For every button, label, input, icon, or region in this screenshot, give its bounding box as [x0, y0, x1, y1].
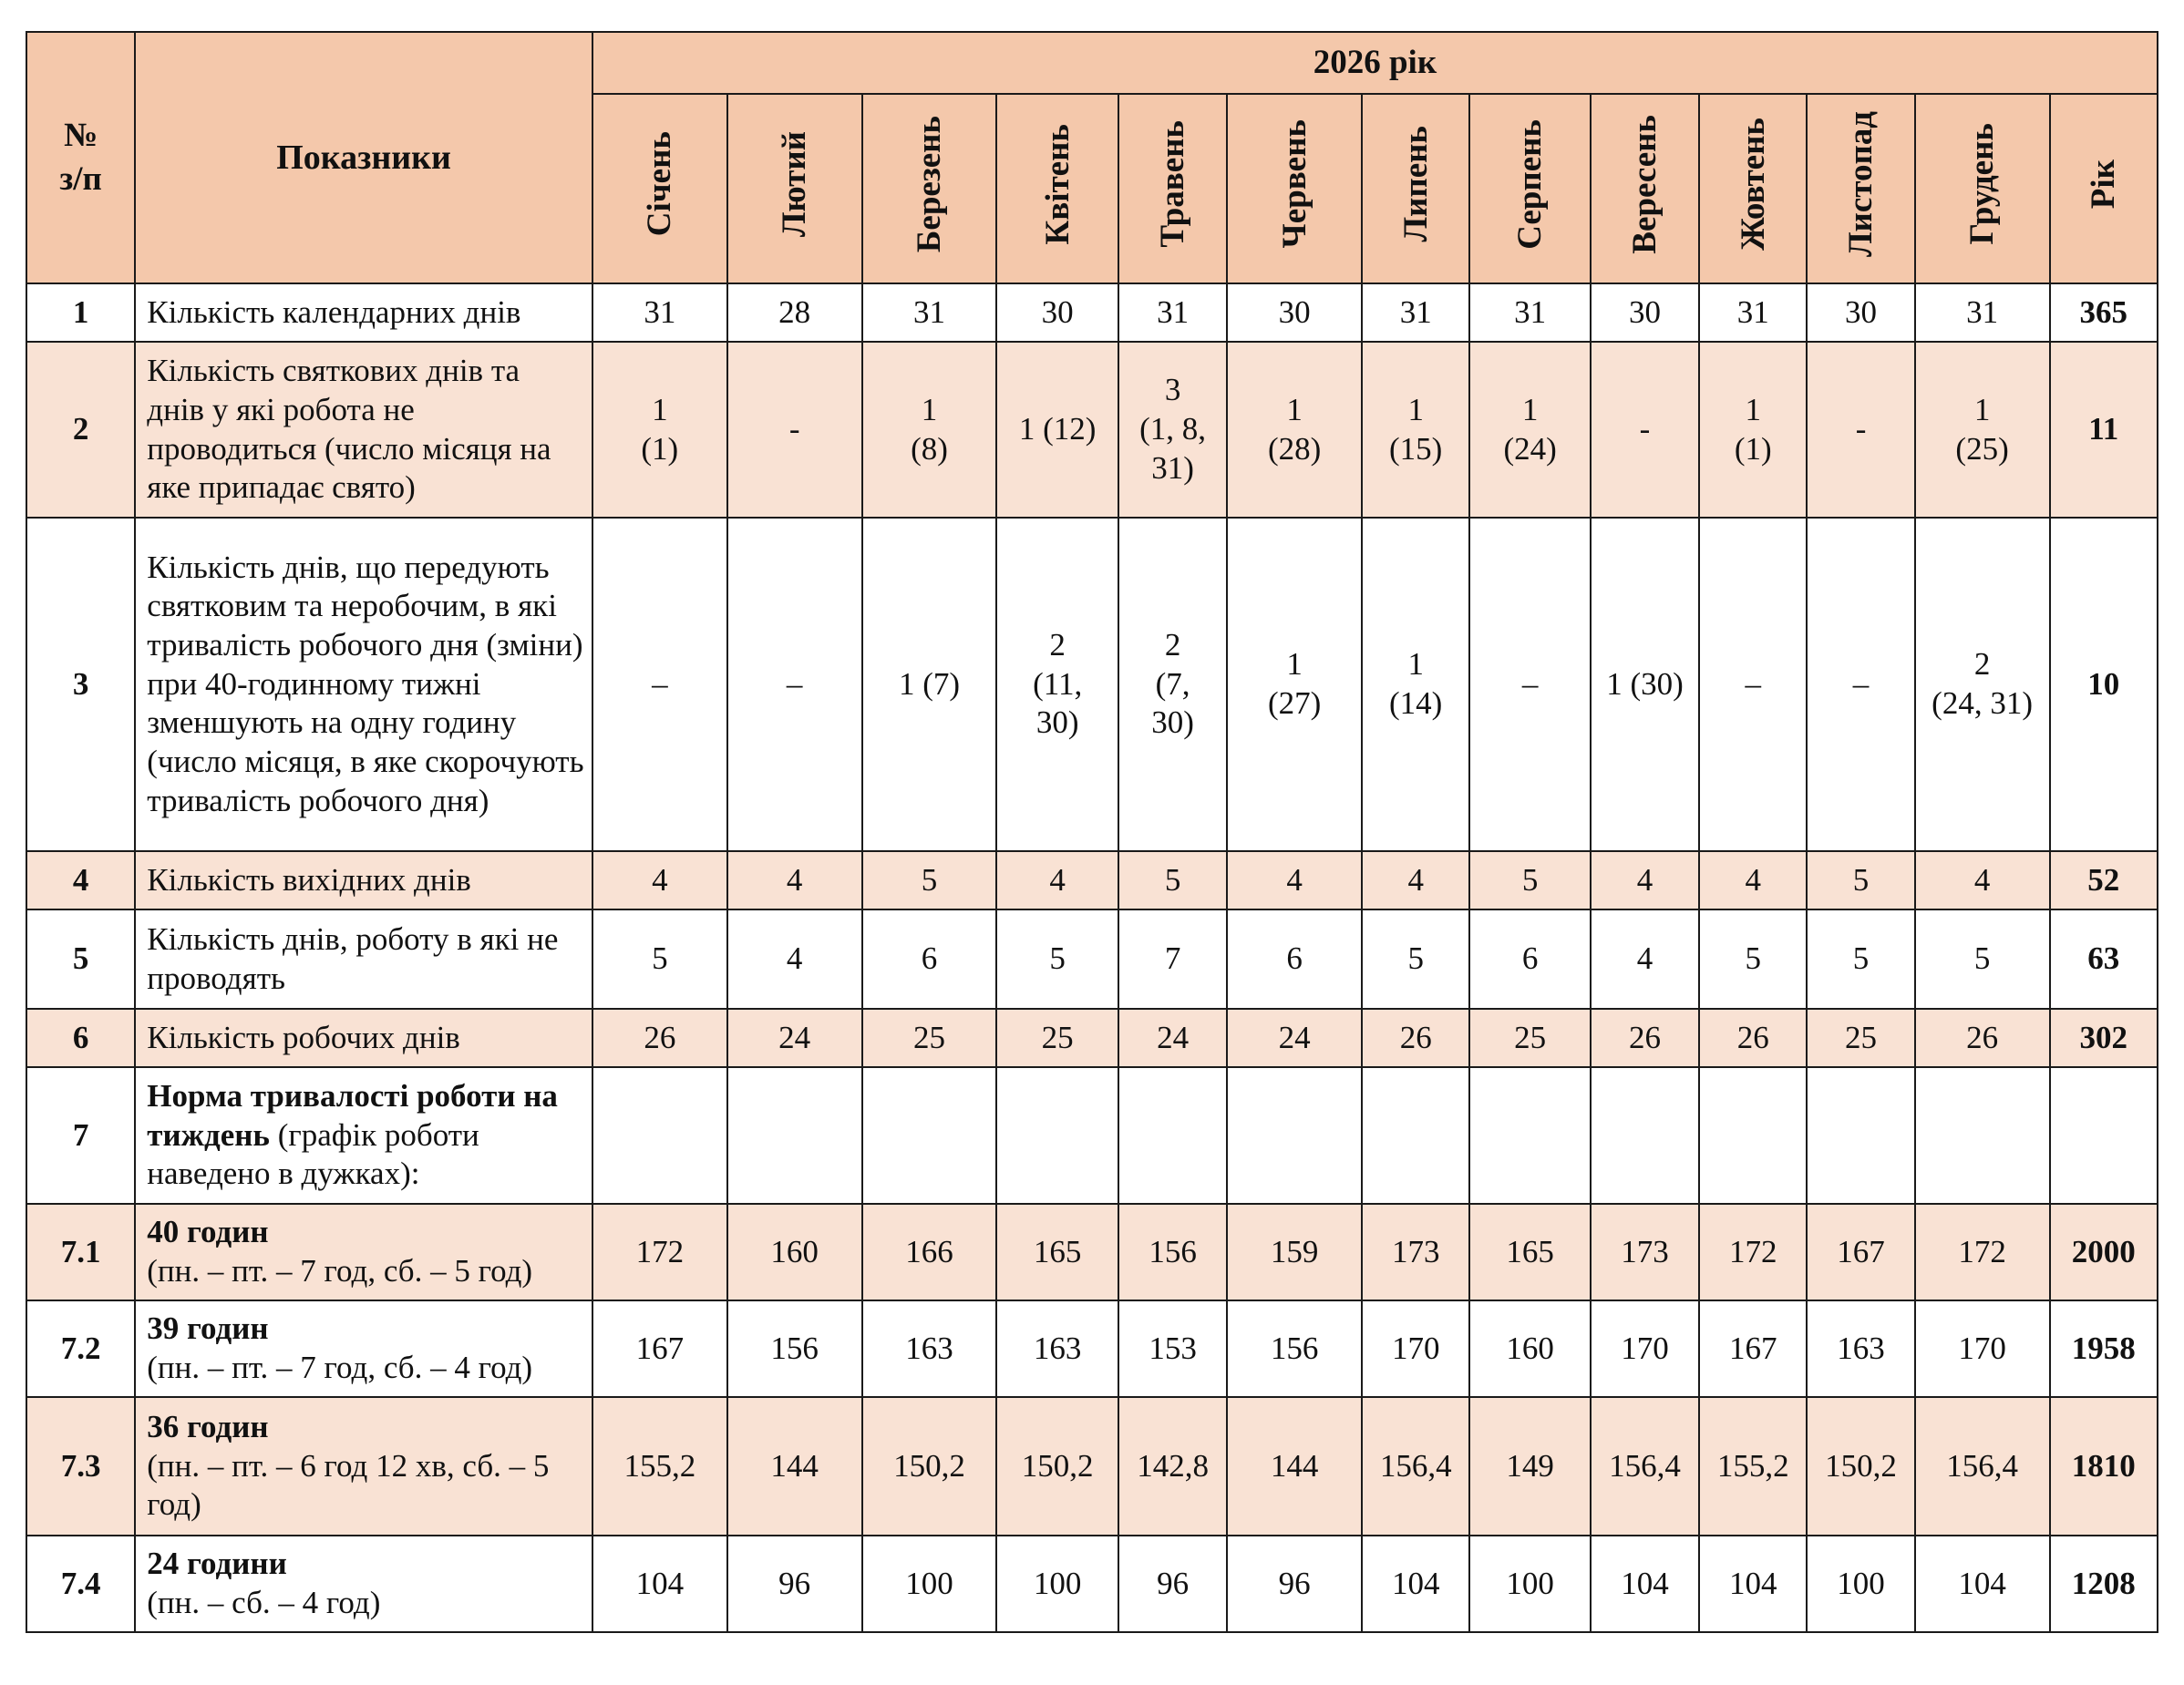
table-cell: 166 [862, 1204, 997, 1300]
table-cell: 156,4 [1915, 1397, 2050, 1536]
table-cell: 28 [727, 283, 862, 342]
table-cell: 31 [1699, 283, 1807, 342]
table-cell: 4 [1591, 909, 1699, 1009]
table-cell: 167 [592, 1300, 727, 1397]
table-cell: 5 [592, 909, 727, 1009]
table-cell [1807, 1067, 1914, 1204]
table-cell: 25 [1807, 1009, 1914, 1067]
table-cell: 163 [996, 1300, 1118, 1397]
row-number: 7.2 [26, 1300, 135, 1397]
row-label-detail: (пн. – пт. – 7 год, сб. – 4 год) [147, 1350, 533, 1385]
table-cell: – [1699, 518, 1807, 851]
column-header-month [1591, 94, 1699, 283]
column-header-number: № з/п [26, 32, 135, 283]
row-number: 3 [26, 518, 135, 851]
table-cell: 4 [996, 851, 1118, 909]
row-label [135, 1397, 592, 1536]
row-label-bold: 24 години [147, 1546, 287, 1582]
table-cell: 1 (28) [1227, 342, 1362, 518]
table-cell [592, 1067, 727, 1204]
month-label: Листопад [1841, 110, 1880, 258]
table-cell: 150,2 [862, 1397, 997, 1536]
table-cell: 5 [1807, 851, 1914, 909]
column-header-year [2050, 94, 2158, 283]
year-total-cell: 302 [2050, 1009, 2158, 1067]
table-row [26, 342, 2158, 518]
month-label: Грудень [1963, 123, 2002, 245]
table-cell: 1 (1) [592, 342, 727, 518]
table-cell [1469, 1067, 1591, 1204]
table-cell: 24 [1118, 1009, 1227, 1067]
table-cell [1362, 1067, 1469, 1204]
table-cell: 24 [1227, 1009, 1362, 1067]
month-label: Лютий [776, 130, 814, 238]
table-cell: 3 (1, 8, 31) [1118, 342, 1227, 518]
month-label: Вересень [1625, 114, 1664, 254]
table-cell: 144 [1227, 1397, 1362, 1536]
year-total-cell: 2000 [2050, 1204, 2158, 1300]
table-cell [1118, 1067, 1227, 1204]
header-row-year [26, 32, 2158, 94]
row-label-text: Кількість днів, роботу в які не проводять [147, 920, 559, 996]
row-number: 4 [26, 851, 135, 909]
row-label-text: Кількість робочих днів [147, 1019, 460, 1055]
table-cell: – [1807, 518, 1914, 851]
table-cell: – [1469, 518, 1591, 851]
table-cell: 5 [1699, 909, 1807, 1009]
column-header-month [592, 94, 727, 283]
column-header-month [996, 94, 1118, 283]
column-header-month [727, 94, 862, 283]
table-cell: 1 (25) [1915, 342, 2050, 518]
table-cell: 1 (1) [1699, 342, 1807, 518]
table-cell: 4 [1699, 851, 1807, 909]
table-cell: 31 [862, 283, 997, 342]
table-row [26, 1397, 2158, 1536]
row-number: 7 [26, 1067, 135, 1204]
column-header-month [1915, 94, 2050, 283]
row-label [135, 518, 592, 851]
table-cell: 26 [1362, 1009, 1469, 1067]
table-cell [996, 1067, 1118, 1204]
table-cell: 159 [1227, 1204, 1362, 1300]
table-row [26, 1009, 2158, 1067]
row-label [135, 909, 592, 1009]
table-cell: - [1807, 342, 1914, 518]
table-cell: 4 [592, 851, 727, 909]
table-cell: 96 [1118, 1536, 1227, 1632]
table-cell: 5 [996, 909, 1118, 1009]
table-cell: 25 [862, 1009, 997, 1067]
year-total-cell: 1810 [2050, 1397, 2158, 1536]
table-cell: 30 [996, 283, 1118, 342]
table-cell: 156 [727, 1300, 862, 1397]
table-cell: 155,2 [592, 1397, 727, 1536]
table-cell [1227, 1067, 1362, 1204]
table-cell: 5 [1469, 851, 1591, 909]
table-cell: 144 [727, 1397, 862, 1536]
table-cell: 104 [1915, 1536, 2050, 1632]
table-cell: - [727, 342, 862, 518]
table-cell: 30 [1807, 283, 1914, 342]
table-cell: 104 [1362, 1536, 1469, 1632]
row-label [135, 1009, 592, 1067]
row-label-text: Кількість святкових днів та днів у які робота не проводиться (число місяця на яке припадає свято) [147, 353, 551, 506]
table-cell: 26 [592, 1009, 727, 1067]
table-cell: 1 (12) [996, 342, 1118, 518]
column-header-indicators: Показники [135, 32, 592, 283]
year-total-cell: 1958 [2050, 1300, 2158, 1397]
table-cell: 96 [1227, 1536, 1362, 1632]
table-cell [727, 1067, 862, 1204]
table-cell: 156,4 [1362, 1397, 1469, 1536]
table-cell: 153 [1118, 1300, 1227, 1397]
row-number: 7.1 [26, 1204, 135, 1300]
column-header-month [1118, 94, 1227, 283]
table-cell: 30 [1591, 283, 1699, 342]
year-total-cell: 63 [2050, 909, 2158, 1009]
table-row [26, 1536, 2158, 1632]
row-number: 5 [26, 909, 135, 1009]
table-row [26, 851, 2158, 909]
table-cell: 100 [996, 1536, 1118, 1632]
row-label-text: Кількість календарних днів [147, 293, 521, 330]
row-label-detail: (пн. – пт. – 6 год 12 хв, сб. – 5 год) [147, 1447, 550, 1523]
table-cell: 2 (24, 31) [1915, 518, 2050, 851]
table-row [26, 283, 2158, 342]
table-cell [1915, 1067, 2050, 1204]
table-cell: 104 [1591, 1536, 1699, 1632]
table-cell: 150,2 [1807, 1397, 1914, 1536]
table-cell: 160 [1469, 1300, 1591, 1397]
column-header-month [1227, 94, 1362, 283]
table-cell: 155,2 [1699, 1397, 1807, 1536]
row-label-detail: (пн. – пт. – 7 год, сб. – 5 год) [147, 1253, 533, 1289]
table-cell: – [727, 518, 862, 851]
table-cell: - [1591, 342, 1699, 518]
month-label: Квітень [1038, 123, 1077, 245]
row-label [135, 283, 592, 342]
table-cell: 100 [1469, 1536, 1591, 1632]
year-total-cell [2050, 1067, 2158, 1204]
table-cell: 5 [1362, 909, 1469, 1009]
table-cell: 1 (7) [862, 518, 997, 851]
work-calendar-table [26, 31, 2158, 1633]
table-cell: 149 [1469, 1397, 1591, 1536]
table-cell: 170 [1362, 1300, 1469, 1397]
table-cell: 6 [1469, 909, 1591, 1009]
table-cell: 6 [862, 909, 997, 1009]
table-cell: 156,4 [1591, 1397, 1699, 1536]
table-cell: 25 [1469, 1009, 1591, 1067]
table-cell: 26 [1699, 1009, 1807, 1067]
table-cell: 172 [1699, 1204, 1807, 1300]
row-number: 7.3 [26, 1397, 135, 1536]
table-cell: 142,8 [1118, 1397, 1227, 1536]
month-label: Січень [641, 131, 679, 237]
table-cell: 163 [1807, 1300, 1914, 1397]
table-cell: 173 [1591, 1204, 1699, 1300]
table-row [26, 1067, 2158, 1204]
column-header-month [1362, 94, 1469, 283]
table-cell: 156 [1227, 1300, 1362, 1397]
table-cell: 165 [996, 1204, 1118, 1300]
row-label-bold: 39 годин [147, 1310, 269, 1347]
table-cell: 100 [1807, 1536, 1914, 1632]
table-cell: 26 [1591, 1009, 1699, 1067]
row-label [135, 1067, 592, 1204]
table-cell: 4 [1591, 851, 1699, 909]
table-cell: 1 (15) [1362, 342, 1469, 518]
table-cell: 170 [1915, 1300, 2050, 1397]
table-cell: 4 [1362, 851, 1469, 909]
table-cell: 173 [1362, 1204, 1469, 1300]
row-number: 1 [26, 283, 135, 342]
table-cell: 1 (14) [1362, 518, 1469, 851]
table-cell: 1 (27) [1227, 518, 1362, 851]
year-total-cell: 11 [2050, 342, 2158, 518]
table-cell [862, 1067, 997, 1204]
table-cell: 1 (24) [1469, 342, 1591, 518]
table-cell: 5 [862, 851, 997, 909]
table-cell: 165 [1469, 1204, 1591, 1300]
table-cell: 167 [1699, 1300, 1807, 1397]
table-cell: 100 [862, 1536, 997, 1632]
table-cell: 156 [1118, 1204, 1227, 1300]
table-cell: 4 [727, 909, 862, 1009]
year-total-cell: 10 [2050, 518, 2158, 851]
table-cell [1699, 1067, 1807, 1204]
table-row [26, 1300, 2158, 1397]
row-label [135, 1300, 592, 1397]
table-cell: 170 [1591, 1300, 1699, 1397]
table-cell: 104 [1699, 1536, 1807, 1632]
table-cell: 1 (8) [862, 342, 997, 518]
table-cell [1591, 1067, 1699, 1204]
row-label-text: Кількість днів, що передують святковим та неробочим, в які тривалість робочого дня (зміни) при 40-годинному тижні зменшують на одну годину (число місяця, в яке скорочують тривалість робочого дня) [147, 549, 584, 818]
row-label [135, 1536, 592, 1632]
table-cell: 172 [1915, 1204, 2050, 1300]
month-label: Серпень [1511, 118, 1550, 250]
table-cell: 24 [727, 1009, 862, 1067]
table-cell: 6 [1227, 909, 1362, 1009]
table-cell: 172 [592, 1204, 727, 1300]
row-label-text: Кількість вихідних днів [147, 861, 471, 898]
month-label: Жовтень [1734, 118, 1772, 251]
row-label-bold: 36 годин [147, 1408, 269, 1444]
table-cell: 104 [592, 1536, 727, 1632]
month-label: Липень [1396, 126, 1435, 242]
row-label-detail: (графік роботи наведено в дужках): [147, 1116, 479, 1192]
table-cell: 31 [1469, 283, 1591, 342]
row-label [135, 342, 592, 518]
row-label-detail: (пн. – сб. – 4 год) [147, 1585, 381, 1620]
column-header-month [1469, 94, 1591, 283]
table-cell: 31 [1118, 283, 1227, 342]
column-header-month [1699, 94, 1807, 283]
table-cell: 4 [1227, 851, 1362, 909]
table-cell: 7 [1118, 909, 1227, 1009]
table-cell: 4 [1915, 851, 2050, 909]
row-label-bold: Норма тривалості роботи на тиждень [147, 1077, 558, 1153]
table-cell: 167 [1807, 1204, 1914, 1300]
month-label: Травень [1154, 120, 1192, 248]
row-number: 6 [26, 1009, 135, 1067]
table-cell: 1 (30) [1591, 518, 1699, 851]
row-label [135, 1204, 592, 1300]
year-title: 2026 рік [592, 32, 2158, 94]
table-cell: 2 (11, 30) [996, 518, 1118, 851]
year-column-label: Рік [2085, 159, 2123, 210]
row-label [135, 851, 592, 909]
table-cell: – [592, 518, 727, 851]
row-number: 2 [26, 342, 135, 518]
table-cell: 160 [727, 1204, 862, 1300]
month-label: Березень [910, 115, 948, 253]
table-cell: 5 [1118, 851, 1227, 909]
table-cell: 30 [1227, 283, 1362, 342]
column-header-month [862, 94, 997, 283]
year-total-cell: 365 [2050, 283, 2158, 342]
table-row [26, 518, 2158, 851]
column-header-month [1807, 94, 1914, 283]
year-total-cell: 52 [2050, 851, 2158, 909]
table-cell: 96 [727, 1536, 862, 1632]
table-cell: 26 [1915, 1009, 2050, 1067]
table-cell: 5 [1915, 909, 2050, 1009]
table-cell: 25 [996, 1009, 1118, 1067]
table-cell: 31 [592, 283, 727, 342]
table-cell: 31 [1362, 283, 1469, 342]
table-body [26, 283, 2158, 1632]
year-total-cell: 1208 [2050, 1536, 2158, 1632]
row-label-bold: 40 годин [147, 1214, 269, 1250]
table-cell: 2 (7, 30) [1118, 518, 1227, 851]
table-row [26, 1204, 2158, 1300]
table-cell: 150,2 [996, 1397, 1118, 1536]
table-cell: 163 [862, 1300, 997, 1397]
table-cell: 31 [1915, 283, 2050, 342]
row-number: 7.4 [26, 1536, 135, 1632]
month-label: Червень [1275, 119, 1313, 249]
table-cell: 5 [1807, 909, 1914, 1009]
table-row [26, 909, 2158, 1009]
table-cell: 4 [727, 851, 862, 909]
